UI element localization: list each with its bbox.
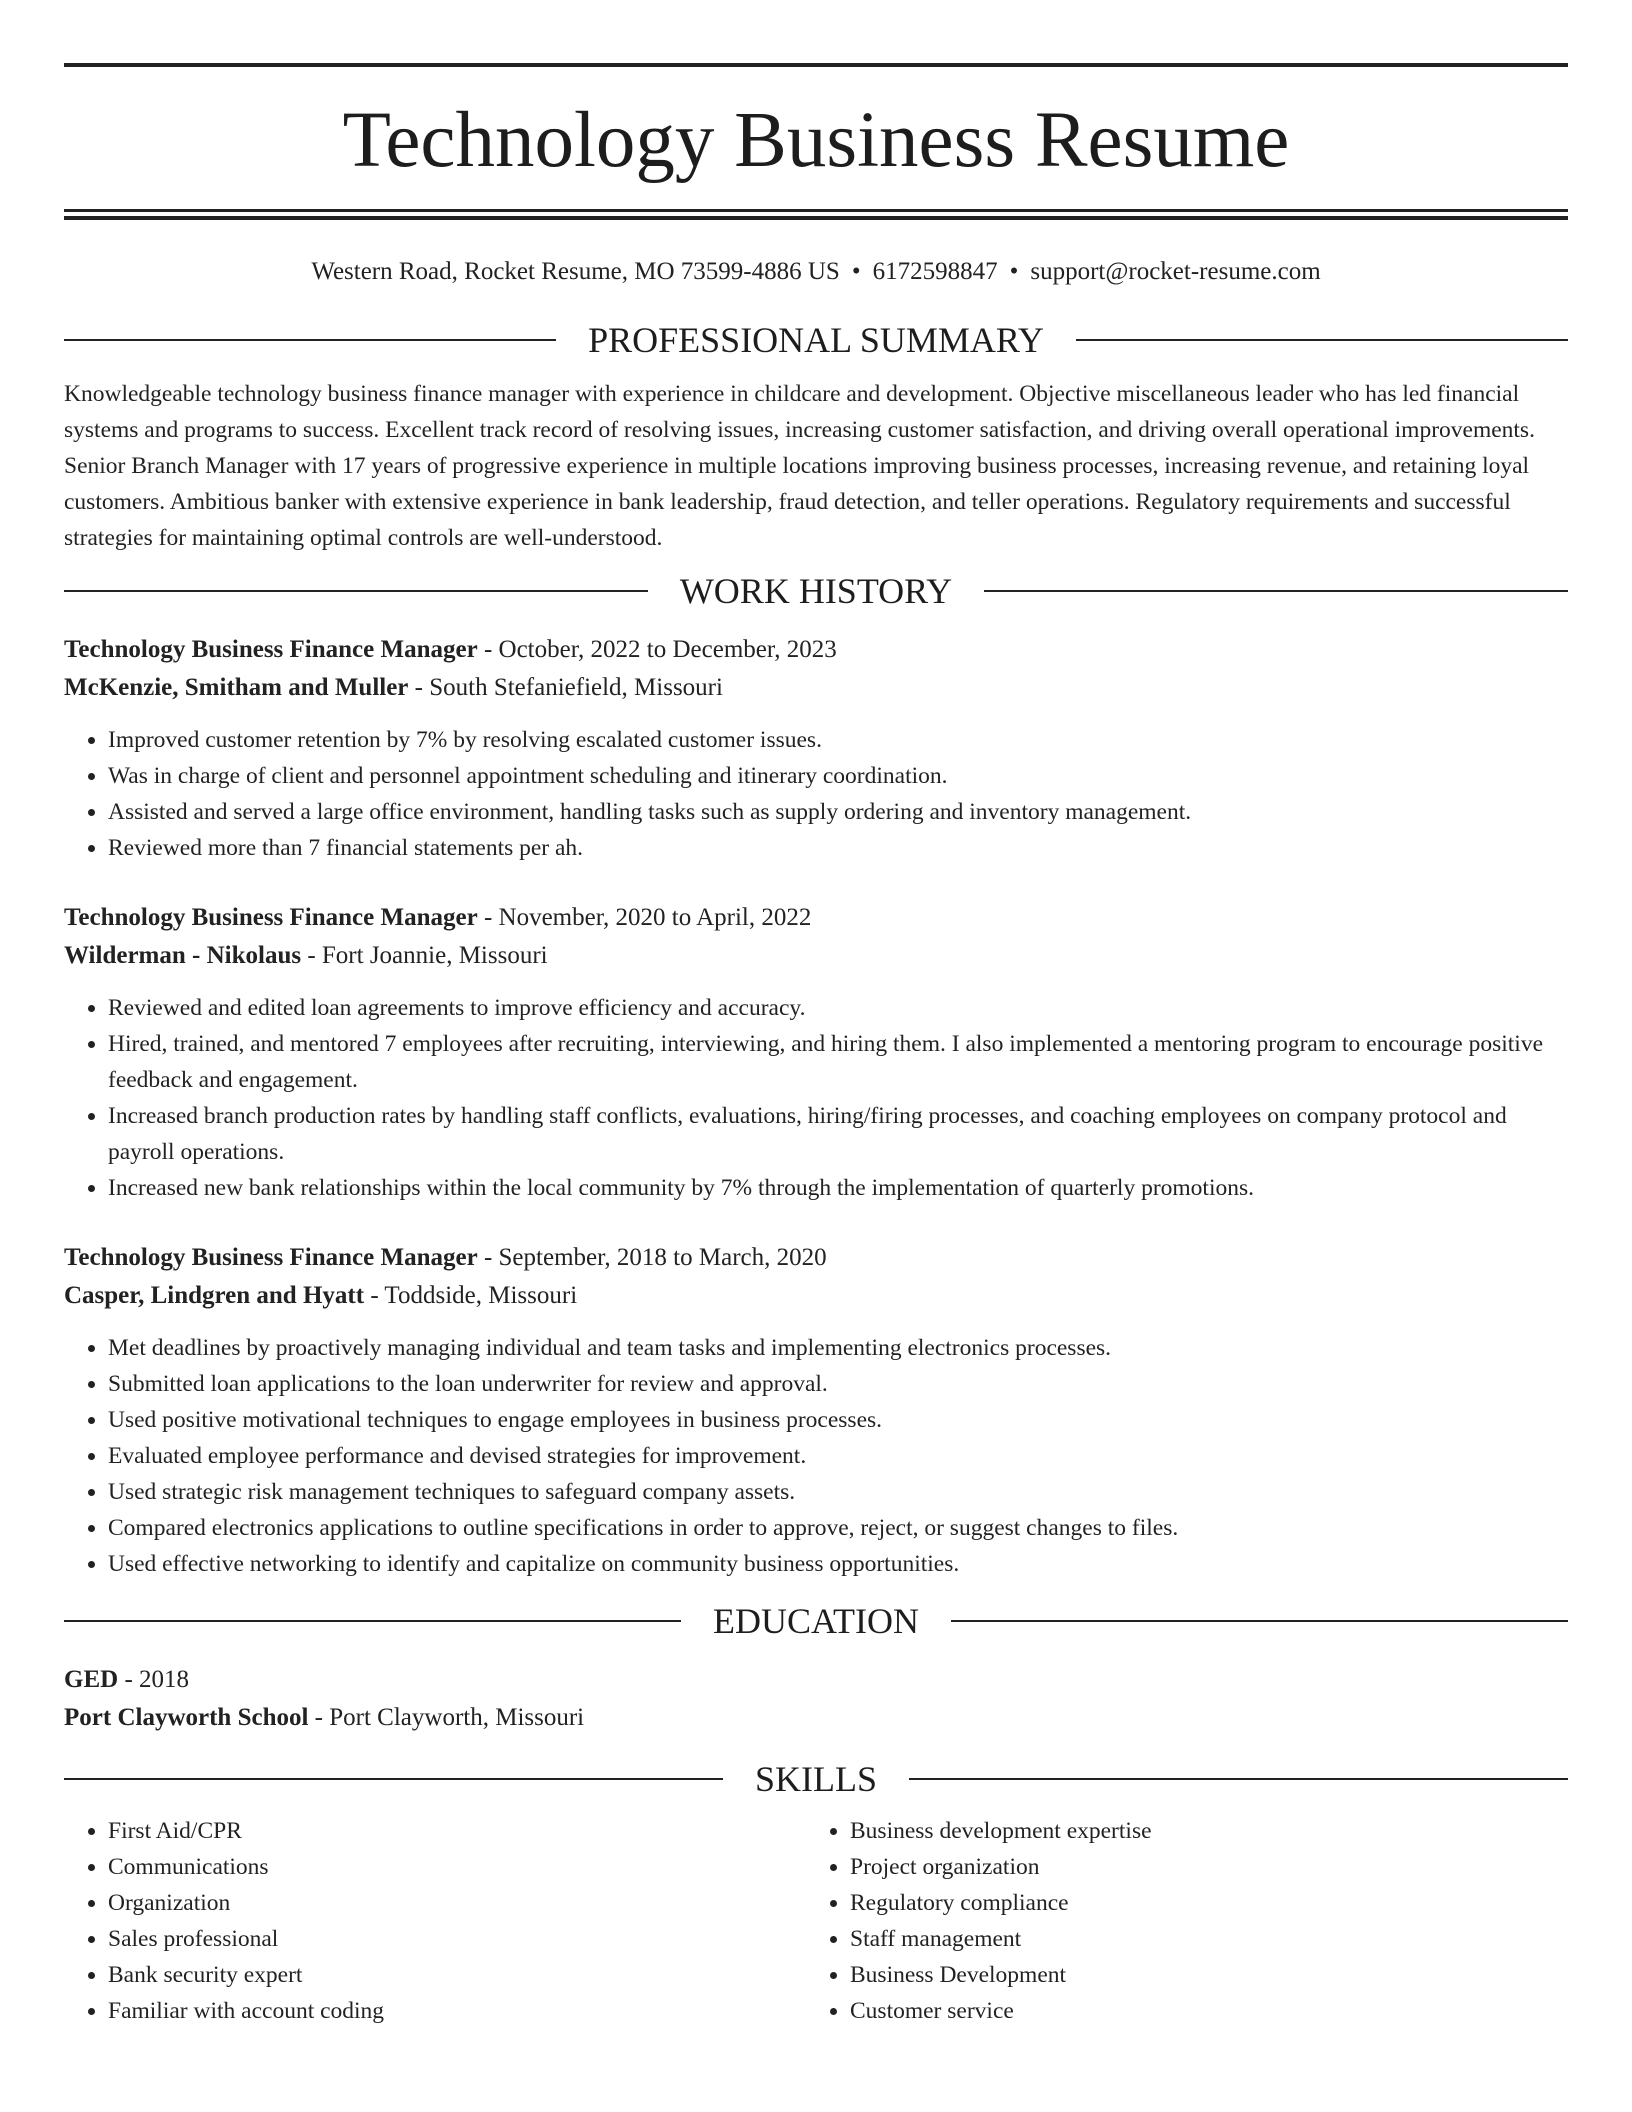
heading-rule xyxy=(951,1620,1568,1622)
list-item: • Organization xyxy=(108,1885,806,1921)
list-item: • Compared electronics applications to outline specifications in order to approve, reject, or suggest changes to files. xyxy=(108,1510,1568,1546)
job-bullets xyxy=(64,1330,1568,1582)
job-title: Technology Business Finance Manager xyxy=(64,904,478,931)
heading-rule xyxy=(909,1778,1568,1780)
heading-rule xyxy=(1076,339,1568,341)
list-item: • Bank security expert xyxy=(108,1957,806,1993)
title-double-rule xyxy=(64,209,1568,220)
job-location: - Toddside, Missouri xyxy=(364,1282,578,1309)
heading-rule xyxy=(984,590,1568,592)
education-degree: GED xyxy=(64,1666,119,1693)
contact-email: support@rocket-resume.com xyxy=(1030,258,1321,285)
list-item: • Staff management xyxy=(850,1921,1548,1957)
list-item: • Used strategic risk management techniques to safeguard company assets. xyxy=(108,1474,1568,1510)
list-item: • Communications xyxy=(108,1849,806,1885)
section-heading-education xyxy=(64,1599,1568,1643)
job-company-line xyxy=(64,937,1568,975)
section-heading-skills xyxy=(64,1757,1568,1801)
job-company-line xyxy=(64,1277,1568,1315)
job-bullets xyxy=(64,722,1568,866)
section-title: WORK HISTORY xyxy=(679,571,953,611)
job-entry xyxy=(64,631,1568,866)
heading-rule xyxy=(64,1620,681,1622)
job-title-line xyxy=(64,899,1568,937)
list-item: • Was in charge of client and personnel appointment scheduling and itinerary coordination. xyxy=(108,758,1568,794)
education-entry xyxy=(64,1661,1568,1737)
list-item: • Business Development xyxy=(850,1957,1548,1993)
list-item: • Customer service xyxy=(850,1993,1548,2029)
list-item: • Met deadlines by proactively managing individual and team tasks and implementing electronics processes. xyxy=(108,1330,1568,1366)
job-title: Technology Business Finance Manager xyxy=(64,1244,478,1271)
list-item: • Hired, trained, and mentored 7 employees after recruiting, interviewing, and hiring them. I also implemented a mentoring program to encourage positive feedback and engagement. xyxy=(108,1026,1568,1098)
contact-separator: • xyxy=(1009,258,1019,285)
list-item: • Project organization xyxy=(850,1849,1548,1885)
list-item: • Increased new bank relationships within the local community by 7% through the implementation of quarterly promotions. xyxy=(108,1170,1568,1206)
list-item: • Increased branch production rates by handling staff conflicts, evaluations, hiring/firing processes, and coaching employees on company protocol and payroll operations. xyxy=(108,1098,1568,1170)
contact-separator: • xyxy=(851,258,861,285)
job-title-line xyxy=(64,631,1568,669)
section-title: PROFESSIONAL SUMMARY xyxy=(588,320,1044,360)
list-item: • First Aid/CPR xyxy=(108,1813,806,1849)
job-company: Wilderman - Nikolaus xyxy=(64,942,302,969)
contact-phone: 6172598847 xyxy=(872,258,998,285)
skills-list-right xyxy=(806,1813,1548,2029)
job-company: Casper, Lindgren and Hyatt xyxy=(64,1282,365,1309)
heading-rule xyxy=(64,590,648,592)
list-item: • Reviewed more than 7 financial statements per ah. xyxy=(108,830,1568,866)
section-title: SKILLS xyxy=(755,1759,878,1799)
list-item: • Used effective networking to identify and capitalize on community business opportunities. xyxy=(108,1546,1568,1582)
job-location: - Fort Joannie, Missouri xyxy=(301,942,548,969)
list-item: • Reviewed and edited loan agreements to improve efficiency and accuracy. xyxy=(108,990,1568,1026)
page-title: Technology Business Resume xyxy=(342,97,1290,184)
top-rule xyxy=(64,63,1568,67)
resume-page xyxy=(64,0,1568,2029)
job-location: - South Stefaniefield, Missouri xyxy=(408,674,723,701)
job-dates: - November, 2020 to April, 2022 xyxy=(477,904,812,931)
skills-list-left xyxy=(64,1813,806,2029)
job-entry xyxy=(64,1239,1568,1582)
list-item: • Familiar with account coding xyxy=(108,1993,806,2029)
education-year: - 2018 xyxy=(118,1666,190,1693)
list-item: • Evaluated employee performance and devised strategies for improvement. xyxy=(108,1438,1568,1474)
section-title: EDUCATION xyxy=(713,1601,919,1641)
list-item: • Submitted loan applications to the loan underwriter for review and approval. xyxy=(108,1366,1568,1402)
job-dates: - October, 2022 to December, 2023 xyxy=(477,636,837,663)
section-heading-work xyxy=(64,569,1568,613)
summary-paragraph: Knowledgeable technology business finance manager with experience in childcare and development. Objective miscellaneous leader who has led financial systems and programs to success. Excellent track record of resolving issues, increasing customer satisfaction, and driving overall operational improvements. Senior Branch Manager with 17 years of progressive experience in multiple locations improving business processes, increasing revenue, and retaining loyal customers. Ambitious banker with extensive experience in bank leadership, fraud detection, and teller operations. Regulatory requirements and successful strategies for maintaining optimal controls are well-understood. xyxy=(64,381,1535,551)
contact-address: Western Road, Rocket Resume, MO 73599-4886 US xyxy=(311,258,840,285)
job-company-line xyxy=(64,669,1568,707)
education-location: - Port Clayworth, Missouri xyxy=(308,1704,585,1731)
heading-rule xyxy=(64,1778,723,1780)
job-bullets xyxy=(64,990,1568,1206)
list-item: • Assisted and served a large office environment, handling tasks such as supply ordering and inventory management. xyxy=(108,794,1568,830)
list-item: • Improved customer retention by 7% by resolving escalated customer issues. xyxy=(108,722,1568,758)
heading-rule xyxy=(64,339,556,341)
list-item: • Sales professional xyxy=(108,1921,806,1957)
job-company: McKenzie, Smitham and Muller xyxy=(64,674,409,701)
job-dates: - September, 2018 to March, 2020 xyxy=(477,1244,827,1271)
education-school: Port Clayworth School xyxy=(64,1704,309,1731)
job-entry xyxy=(64,899,1568,1206)
job-title: Technology Business Finance Manager xyxy=(64,636,478,663)
section-heading-summary xyxy=(64,318,1568,362)
contact-line xyxy=(64,256,1568,288)
list-item: • Used positive motivational techniques to engage employees in business processes. xyxy=(108,1402,1568,1438)
skills-columns xyxy=(64,1813,1568,2029)
list-item: • Business development expertise xyxy=(850,1813,1548,1849)
list-item: • Regulatory compliance xyxy=(850,1885,1548,1921)
education-school-line xyxy=(64,1699,1568,1737)
education-degree-line xyxy=(64,1661,1568,1699)
job-title-line xyxy=(64,1239,1568,1277)
